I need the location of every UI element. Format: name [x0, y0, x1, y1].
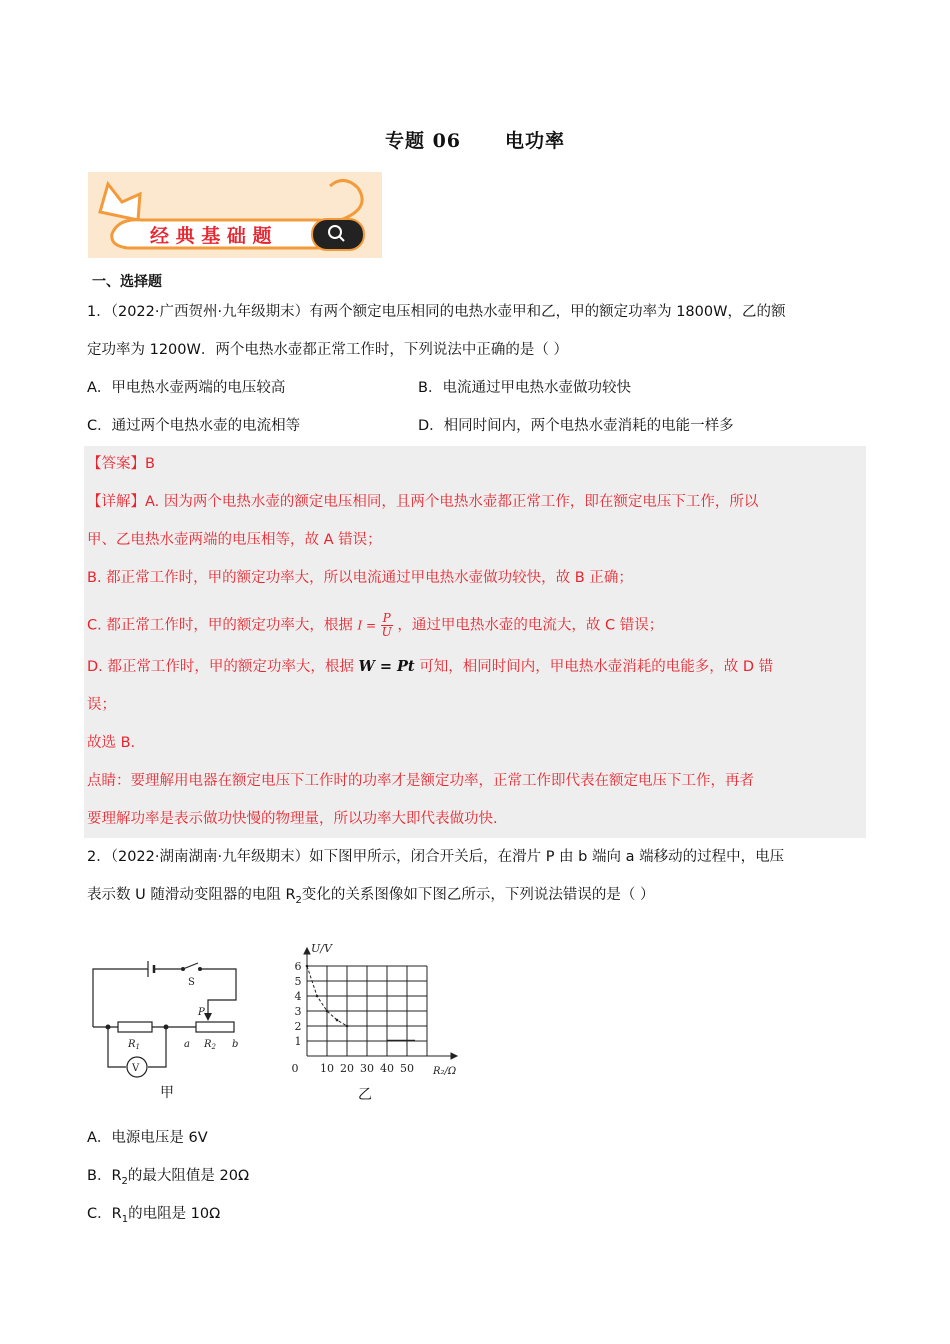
graph-data-point	[346, 1025, 349, 1028]
graph-ytick-label: 2	[294, 1020, 302, 1033]
q1-option-c: C．通过两个电热水壶的电流相等	[87, 418, 301, 434]
formula-w: W = Pt	[358, 658, 415, 675]
graph-xtick-label: 50	[400, 1062, 414, 1075]
graph-data-point	[336, 1019, 339, 1022]
graph-ylabel: U/V	[311, 942, 332, 955]
answer-d-line: D. 都正常工作时，甲的额定功率大，根据 W = Pt 可知，相同时间内，甲电热水壶消耗的电能多，故 D 错	[87, 658, 774, 675]
answer-c-line: C. 都正常工作时，甲的额定功率大，根据 I = $\frac{P}{U}$ ，通过甲电热水壶的电流大，故 C 错误；	[87, 611, 664, 639]
answer-tip-line2: 要理解功率是表示做功快慢的物理量，所以功率大即代表做功快.	[87, 811, 498, 827]
svg-text:P: P	[198, 1007, 205, 1018]
answer-b-line: B. 都正常工作时，甲的额定功率大，所以电流通过甲电热水壶做功较快，故 B 正确；	[87, 570, 633, 586]
svg-text:a: a	[184, 1039, 190, 1050]
graph-xtick-label: 0	[291, 1062, 299, 1075]
graph-data-point	[326, 1010, 329, 1013]
section-banner	[88, 172, 382, 258]
formula-i-lhs: I =	[357, 618, 377, 633]
banner-text: 经 典 基 础 题	[150, 225, 272, 247]
q2-stem-line2: 表示数 U 随滑动变阻器的电阻 $R_2$变化的关系图像如下图乙所示，下列说法错误的是（ ）	[87, 887, 655, 906]
svg-text:V: V	[132, 1063, 140, 1074]
q1-stem-line2: 定功率为 1200W．两个电热水壶都正常工作时，下列说法中正确的是（ ）	[87, 342, 568, 358]
q1-option-b: B．电流通过甲电热水壶做功较快	[418, 380, 631, 396]
graph-xtick-label: 30	[360, 1062, 374, 1075]
q1-option-d: D．相同时间内，两个电热水壶消耗的电能一样多	[418, 418, 734, 434]
answer-label: 【答案】B	[87, 456, 155, 472]
circuit-diagram	[88, 955, 248, 1080]
graph-ytick-label: 5	[294, 975, 302, 988]
title-part2: 电功率	[505, 130, 566, 152]
graph-xtick-label: 10	[320, 1062, 334, 1075]
svg-text:b: b	[232, 1039, 239, 1050]
title-part1: 专题 06	[384, 130, 462, 152]
answer-detail-line2: 甲、乙电热水壶两端的电压相等，故 A 错误；	[87, 532, 382, 548]
formula-fraction: $\frac{P}{U}$	[381, 611, 392, 639]
graph-ytick-label: 1	[294, 1035, 302, 1048]
graph-caption: 乙	[358, 1087, 372, 1103]
section-heading: 一、选择题	[92, 274, 162, 290]
q2-option-a: A．电源电压是 6V	[87, 1130, 208, 1146]
graph-xlabel: R₂/Ω	[433, 1066, 457, 1077]
svg-text:R2: $R_2$	[204, 1039, 216, 1051]
answer-choose: 故选 B.	[87, 735, 136, 751]
q2-option-b: B．$R_2$的最大阻值是 20Ω	[87, 1168, 250, 1187]
graph-xtick-label: 20	[340, 1062, 354, 1075]
graph-data-point	[306, 965, 309, 968]
page-title	[0, 126, 950, 153]
answer-detail-line1: 【详解】A. 因为两个电热水壶的额定电压相同，且两个电热水壶都正常工作，即在额定电压下工作，所以	[87, 494, 759, 510]
voltage-resistance-graph	[285, 938, 465, 1080]
graph-ytick-label: 3	[294, 1005, 302, 1018]
q1-stem-line1: 1．（2022·广西贺州·九年级期末）有两个额定电压相同的电热水壶甲和乙，甲的额定功率为 1800W，乙的额	[87, 304, 786, 320]
answer-d-line2: 误；	[87, 697, 116, 713]
q2-stem-line1: 2．（2022·湖南湖南·九年级期末）如下图甲所示，闭合开关后，在滑片 P 由 b 端向 a 端移动的过程中，电压	[87, 849, 785, 865]
graph-x-arrow	[451, 1053, 457, 1059]
graph-y-arrow	[304, 948, 310, 954]
answer-tip-line1: 点睛：要理解用电器在额定电压下工作时的功率才是额定功率，正常工作即代表在额定电压下工作，再者	[87, 773, 754, 789]
q2-option-c: C．$R_1$的电阻是 10Ω	[87, 1206, 221, 1225]
circuit-caption: 甲	[160, 1085, 174, 1101]
graph-data-point	[316, 995, 319, 998]
graph-ytick-label: 6	[294, 960, 302, 973]
graph-ytick-label: 4	[294, 990, 302, 1003]
q1-option-a: A．甲电热水壶两端的电压较高	[87, 380, 286, 396]
graph-xtick-label: 40	[380, 1062, 394, 1075]
svg-text:R1: $R_1$	[128, 1039, 140, 1051]
fox-banner-icon	[88, 172, 382, 258]
svg-text:S: S	[188, 977, 195, 988]
